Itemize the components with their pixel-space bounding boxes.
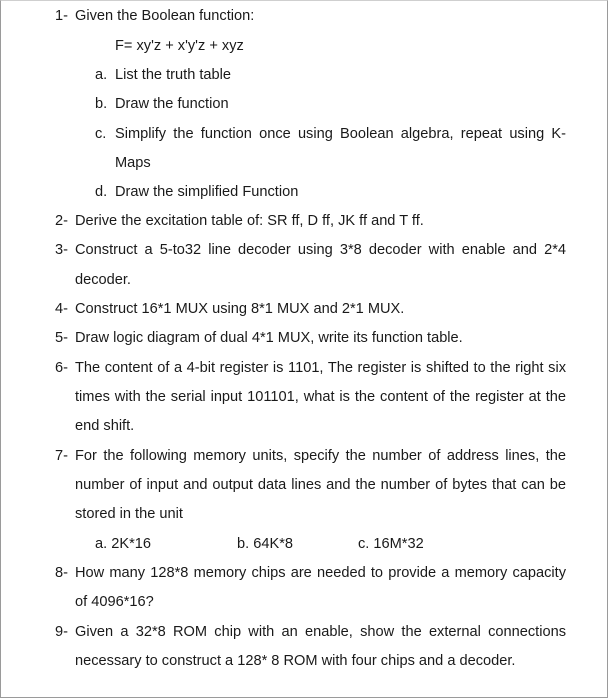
question-1b-label: b. [95,96,108,112]
question-8-text-line1: How many 128*8 memory chips are needed to provide a memory capacity [75,565,566,581]
question-5-number: 5- [55,330,68,346]
question-6-text-line1: The content of a 4-bit register is 1101, The register is shifted to the right six [75,360,566,376]
question-7-text-line3: stored in the unit [75,506,183,522]
question-3-text-line2: decoder. [75,272,131,288]
question-4-text: Construct 16*1 MUX using 8*1 MUX and 2*1 MUX. [75,301,405,317]
question-1d-label: d. [95,184,108,200]
question-1a-text: List the truth table [115,67,232,83]
question-1c-text-line2: Maps [115,155,151,171]
question-1b-text: Draw the function [115,96,229,112]
question-6-number: 6- [55,360,68,376]
question-2-number: 2- [55,213,68,229]
question-4-number: 4- [55,301,68,317]
question-9-text-line2: necessary to construct a 128* 8 ROM with four chips and a decoder. [75,653,516,669]
boolean-function: F= xy'z + x'y'z + xyz [115,38,244,54]
question-7-text-line2: number of input and output data lines and the number of bytes that can be [75,477,566,493]
question-7-number: 7- [55,448,68,464]
question-9-number: 9- [55,624,68,640]
question-6-text-line2: times with the serial input 101101, what is the content of the register at the [75,389,566,405]
question-7-text-line1: For the following memory units, specify the number of address lines, the [75,448,566,464]
question-3-text-line1: Construct a 5-to32 line decoder using 3*8 decoder with enable and 2*4 [75,242,566,258]
question-7a-option: a. 2K*16 [95,536,151,552]
question-2-text: Derive the excitation table of: SR ff, D ff, JK ff and T ff. [75,213,424,229]
question-8-number: 8- [55,565,68,581]
question-8-text-line2: of 4096*16? [75,594,154,610]
question-3-number: 3- [55,242,68,258]
question-5-text: Draw logic diagram of dual 4*1 MUX, write its function table. [75,330,463,346]
question-6-text-line3: end shift. [75,418,135,434]
question-1c-label: c. [95,126,107,142]
question-1-text: Given the Boolean function: [75,8,255,24]
question-1d-text: Draw the simplified Function [115,184,299,200]
question-1c-text-line1: Simplify the function once using Boolean algebra, repeat using K- [115,126,566,142]
question-7b-option: b. 64K*8 [237,536,293,552]
question-9-text-line1: Given a 32*8 ROM chip with an enable, show the external connections [75,624,566,640]
question-1-number: 1- [55,8,68,24]
question-7c-option: c. 16M*32 [358,536,424,552]
question-1a-label: a. [95,67,108,83]
